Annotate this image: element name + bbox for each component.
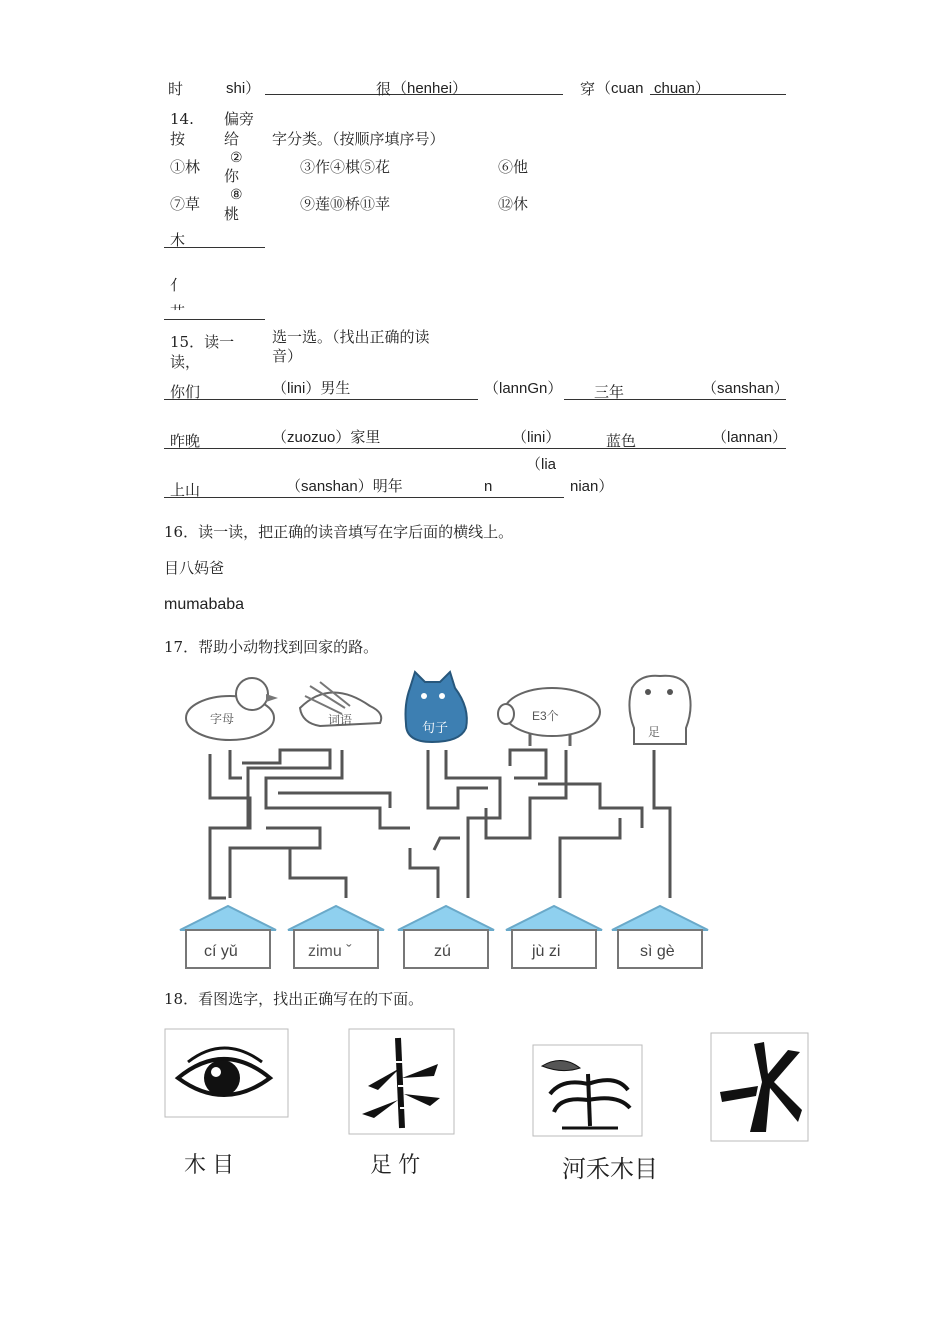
q15-option: （lia — [526, 456, 557, 473]
q15-word: 上山 — [170, 481, 201, 499]
house-icon — [612, 906, 708, 968]
house-icon — [180, 906, 276, 968]
q14-item: ①林 — [170, 158, 201, 176]
option-chuan: （cuan — [596, 80, 644, 97]
option-hen: （henhei） — [392, 80, 468, 97]
q17-question: 17．帮助小动物找到回家的路。 — [164, 638, 379, 656]
q14-item: 桃 — [224, 205, 240, 223]
q18-choices: 足 竹 — [370, 1152, 421, 1177]
radical-ren: 亻 — [170, 276, 186, 294]
q15-option: （zuozuo）家里 — [272, 429, 381, 446]
q15-number-2: 读， — [170, 353, 201, 371]
house-label: sì gè — [640, 943, 675, 960]
q14-item: ③作④棋⑤花 — [300, 158, 391, 176]
tree-icon — [710, 1032, 810, 1144]
answer-line — [650, 94, 786, 95]
q14-item: ⑥他 — [498, 158, 529, 176]
q15-option: （lannGn） — [484, 380, 563, 397]
word-hen: 很 — [376, 80, 392, 98]
q14-item: ⑦草 — [170, 195, 201, 213]
q16-question: 16．读一读，把正确的读音填写在字后面的横线上。 — [164, 523, 514, 541]
animal-label: 句子 — [422, 720, 449, 735]
q18-question: 18．看图选字，找出正确写在的下面。 — [164, 990, 424, 1008]
q15-number: 15．读一 — [170, 333, 235, 351]
q16-pinyin: mumababa — [164, 596, 245, 613]
animal-label: E3个 — [532, 709, 559, 723]
bamboo-icon — [348, 1028, 456, 1136]
bird-icon — [300, 682, 381, 727]
q15-option: （lini） — [512, 429, 561, 446]
house-label: zimu ˇ — [308, 943, 352, 960]
cat-icon — [406, 672, 467, 742]
answer-line — [164, 448, 786, 449]
q15-option: （lini）男生 — [272, 380, 351, 397]
q15-word: 蓝色 — [606, 432, 637, 450]
animal-label: 词语 — [328, 713, 353, 727]
q14-item-num: ⑧ — [230, 187, 243, 203]
q14-item: ⑨莲⑩桥⑪苹 — [300, 195, 391, 213]
animal-label: 足 — [648, 725, 661, 739]
q15-word: 三年 — [594, 383, 625, 401]
q14-number: 14. — [170, 110, 194, 128]
answer-line — [164, 247, 265, 248]
q15-word: 昨晚 — [170, 432, 201, 450]
option-shi: shi） — [226, 80, 261, 97]
word-chuan: 穿 — [580, 80, 596, 98]
maze-paths — [210, 750, 670, 898]
option-chuan-2: chuan） — [654, 80, 710, 97]
dog-icon — [629, 676, 690, 744]
answer-line — [164, 319, 265, 320]
q18-choices: 河禾木目 — [562, 1156, 658, 1183]
house-label: zú — [434, 943, 451, 960]
q14-item-num: ② — [230, 150, 243, 166]
q14-item: 你 — [224, 167, 240, 185]
answer-line — [564, 399, 786, 400]
q14-word-pianpang: 偏旁 — [224, 110, 255, 128]
house-icon — [288, 906, 384, 968]
animal-label: 字母 — [210, 712, 235, 726]
radical-cao: 艹 — [170, 303, 186, 321]
q14-word-an: 按 — [170, 130, 186, 148]
word-shi: 时 — [168, 80, 184, 98]
house-icon — [506, 906, 602, 968]
house-label: jù zi — [532, 943, 561, 960]
pig-icon — [498, 688, 600, 746]
q16-words: 目八妈爸 — [164, 559, 225, 577]
q15-instruction: 选一选。（找出正确的读 — [272, 328, 430, 346]
q15-option: nian） — [570, 478, 614, 495]
q15-word: 你们 — [170, 383, 201, 401]
grain-icon — [532, 1044, 644, 1138]
q14-instruction: 字分类。（按顺序填序号） — [272, 130, 445, 148]
q14-item: ⑫休 — [498, 195, 529, 213]
maze-figure — [170, 668, 710, 978]
house-icon — [398, 906, 494, 968]
q18-choices: 木 目 — [184, 1152, 235, 1177]
house-label: cí yǔ — [204, 943, 238, 960]
q15-option: （sanshan） — [702, 380, 789, 397]
q15-option: n — [484, 478, 493, 495]
answer-line — [164, 497, 564, 498]
answer-line — [164, 399, 478, 400]
radical-mu: 木 — [170, 231, 186, 249]
q15-option: （sanshan）明年 — [286, 478, 403, 495]
q14-word-gei: 给 — [224, 130, 240, 148]
q15-instruction-2: 音） — [272, 347, 303, 365]
duck-icon — [186, 678, 278, 740]
q15-option: （lannan） — [712, 429, 788, 446]
eye-icon — [164, 1028, 290, 1120]
